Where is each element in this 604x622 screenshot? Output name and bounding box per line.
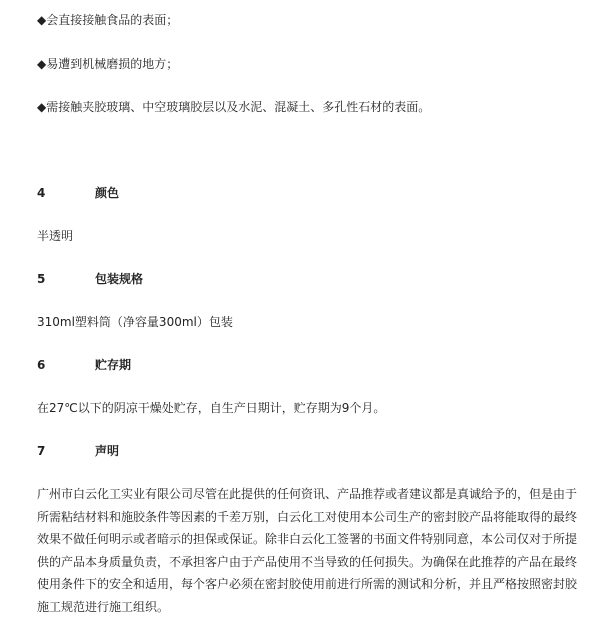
section-title: 包装规格 bbox=[95, 272, 144, 286]
section-body-packaging: 310ml塑料筒（净容量300ml）包装 bbox=[37, 315, 233, 329]
section-body-storage: 在27℃以下的阴凉干燥处贮存，自生产日期计，贮存期为9个月。 bbox=[37, 401, 386, 415]
section-title: 声明 bbox=[95, 444, 120, 458]
statement-paragraph bbox=[37, 483, 597, 619]
statement-line: 使用条件下的安全和适用，每个客户必须在密封胶使用前进行所需的测试和分析，并且严格按照密封胶 bbox=[37, 577, 578, 592]
section-body-color: 半透明 bbox=[37, 229, 74, 243]
section-title: 贮存期 bbox=[95, 358, 132, 372]
statement-line: 所需粘结材料和施胶条件等因素的千差万别，白云化工对使用本公司生产的密封胶产品将能取得的最终 bbox=[37, 509, 578, 524]
section-heading-storage bbox=[37, 357, 131, 373]
statement-line: 供的产品本身质量负责，不承担客户由于产品使用不当导致的任何损失。为确保在此推荐的产品在最终 bbox=[37, 554, 578, 569]
section-heading-packaging bbox=[37, 271, 143, 287]
section-number: 7 bbox=[37, 444, 46, 458]
section-number: 5 bbox=[37, 272, 46, 286]
statement-line: 广州市白云化工实业有限公司尽管在此提供的任何资讯、产品推荐或者建议都是真诚给予的，但是由于 bbox=[37, 487, 578, 501]
statement-line: 施工规范进行施工组织。 bbox=[37, 599, 170, 614]
section-number: 4 bbox=[37, 186, 46, 200]
bullet-laminated-glass: ◆需接触夹胶玻璃、中空玻璃胶层以及水泥、混凝土、多孔性石材的表面。 bbox=[37, 100, 431, 114]
section-number: 6 bbox=[37, 358, 46, 372]
section-heading-statement bbox=[37, 443, 119, 459]
section-title: 颜色 bbox=[95, 186, 120, 200]
statement-line: 效果不做任何明示或者暗示的担保或保证。除非白云化工签署的书面文件特别同意，本公司仅对于所提 bbox=[37, 532, 578, 547]
section-heading-color bbox=[37, 185, 119, 201]
bullet-food-contact: ◆会直接接触食品的表面； bbox=[37, 13, 179, 27]
bullet-mechanical-wear: ◆易遭到机械磨损的地方； bbox=[37, 57, 179, 71]
